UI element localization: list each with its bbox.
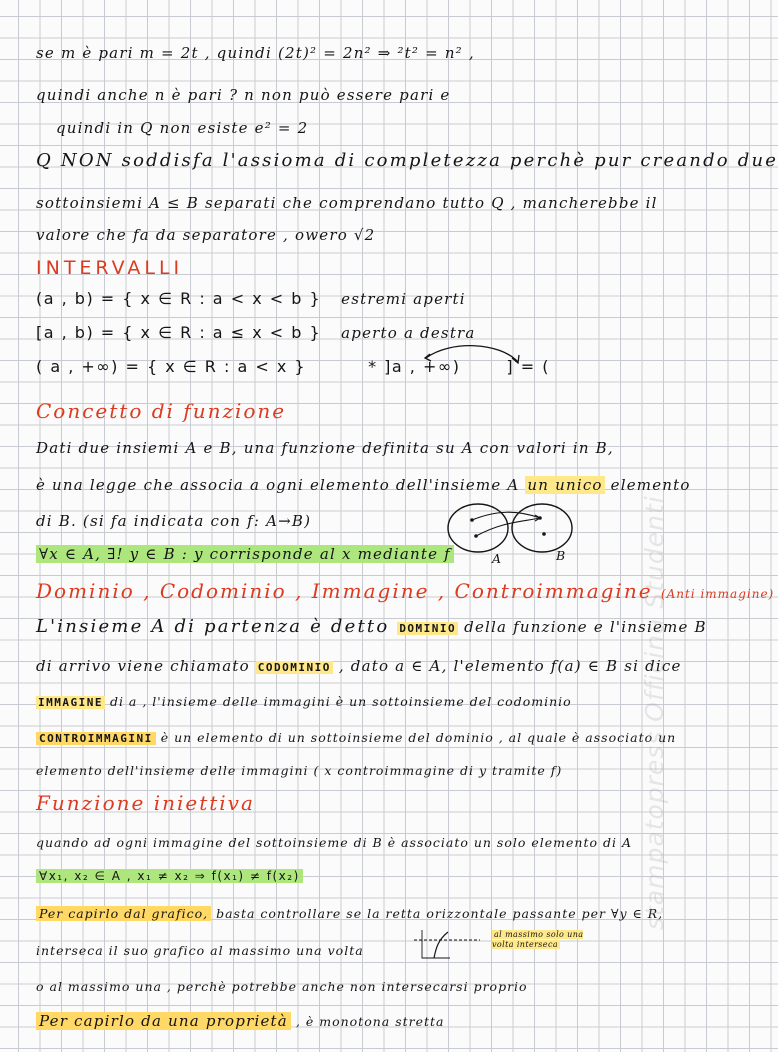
heading-dominio-codominio-text: Dominio , Codominio , Immagine , Controimmagine [36,579,661,603]
interval-halfopen-math: [a , b) = { x ∈ R : a ≤ x < b } [36,323,322,342]
interval-open-math: (a , b) = { x ∈ R : a < x < b } [36,289,322,308]
injective-formula: ∀x₁, x₂ ∈ A , x₁ ≠ x₂ ⇒ f(x₁) ≠ f(x₂) [36,869,303,883]
highlight-sketch-tag: al massimo solo una volta interseca [492,930,584,949]
heading-funzione-iniettiva: Funzione iniettiva [36,791,255,815]
domain-line-4 [36,726,720,750]
horizontal-line-sketch-icon [410,926,490,962]
domain-line-2 [36,655,720,679]
interval-open-line [36,288,720,310]
interval-bracket-equivalence: ] = ( [506,357,550,376]
domain-line-1-c: della funzione e l'insieme B [458,618,707,636]
injective-line-1: quando ad ogni immagine del sottoinsieme di B è associato un solo elemento di A [36,835,632,850]
injective-line-6 [36,1010,720,1033]
diagram-label-a: A [492,551,503,566]
injective-line-4: interseca il suo grafico al massimo una volta [36,943,364,958]
highlight-un-unico: un unico [527,476,603,494]
domain-line-2-a: di arrivo viene chiamato [36,657,256,675]
interval-halfopen-line [36,322,720,344]
interval-infinite-line [36,356,720,378]
injective-line-5: o al massimo una , perchè potrebbe anche non intersecarsi proprio [36,979,528,994]
domain-line-5: elemento dell'insieme delle immagini ( x controimmagine di y tramite f) [36,763,563,778]
injective-formula-line [36,864,314,887]
note-line-1: se m è pari m = 2t , quindi (2t)² = 2n² ⇒ ²t² = n² , [36,44,475,62]
note-line-2: quindi anche n è pari ? n non può essere pari e [36,86,451,104]
watermark: stampatopress Officina Studenti [640,495,669,930]
set-a-circle [448,504,508,552]
domain-line-3-b: di a , l'insieme delle immagini è un sottoinsieme del codominio [104,694,572,709]
interval-infinite-alt: * ]a , +∞) [368,357,461,376]
function-def-formula-line [36,543,451,565]
interval-halfopen-note: aperto a destra [341,324,476,342]
injective-sketch-tag [492,930,588,950]
function-def-line-3: di B. (si fa indicata con f: A→B) [36,512,312,530]
interval-infinite-math: ( a , +∞) = { x ∈ R : a < x } [36,357,307,376]
highlight-immagine: IMMAGINE [38,696,103,709]
heading-dominio-codominio [36,578,775,607]
function-def-line-2 [36,474,720,496]
domain-line-2-c: , dato a ∈ A, l'elemento f(a) ∈ B si dice [332,657,682,675]
injective-line-3 [36,903,720,925]
note-line-6: valore che fa da separatore , owero √2 [36,226,376,244]
highlight-codominio: CODOMINIO [257,661,331,674]
highlight-per-capirlo-proprieta: Per capirlo da una proprietà [36,1012,291,1030]
diagram-label-b: B [556,548,567,563]
domain-line-1-a: L'insieme A di partenza è detto [36,616,398,637]
domain-line-4-b: è un elemento di un sottoinsieme del dominio , al quale è associato un [155,730,677,745]
function-def-formula: ∀x ∈ A, ∃! y ∈ B : y corrisponde al x mediante f [36,545,454,563]
note-line-4: Q NON soddisfa l'assioma di completezza perchè pur creando due [36,150,778,171]
domain-line-1 [36,616,720,640]
domain-line-3 [36,690,720,714]
function-def-line-2-a: è una legge che associa a ogni elemento dell'insieme A [36,476,526,494]
function-def-line-1: Dati due insiemi A e B, una funzione definita su A con valori in B, [36,439,614,457]
bracket-arrow-icon [420,344,530,374]
heading-anti-immagine: (Anti immagine) [660,587,775,601]
heading-concetto-funzione: Concetto di funzione [36,399,287,423]
highlight-controimmagini: CONTROIMMAGINI [36,732,156,745]
note-line-5: sottoinsiemi A ≤ B separati che comprendano tutto Q , mancherebbe il [36,194,658,212]
highlight-dominio: DOMINIO [399,622,457,635]
interval-open-note: estremi aperti [341,290,466,308]
note-line-3: quindi in Q non esiste e² = 2 [56,119,309,137]
injective-line-6-b: , è monotona stretta [290,1014,445,1029]
function-def-line-2-c: elemento [604,476,691,494]
injective-line-3-b: basta controllare se la retta orizzontale passante per ∀y ∈ R, [211,906,664,921]
heading-intervalli: INTERVALLI [36,257,184,279]
highlight-per-capirlo-grafico: Per capirlo dal grafico, [36,906,211,921]
